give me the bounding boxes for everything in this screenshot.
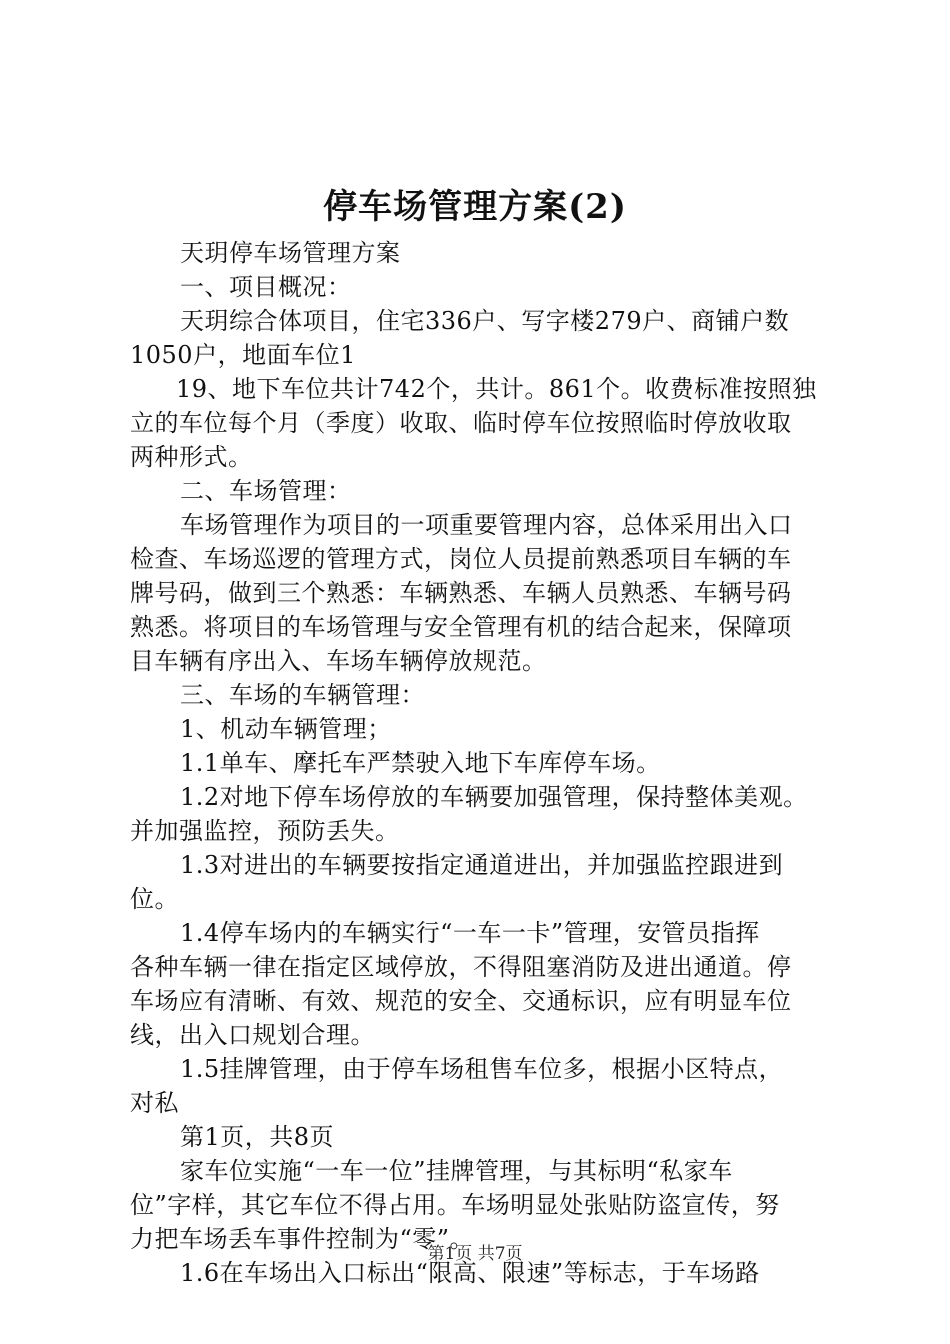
paragraph-line: 家车位实施“一车一位”挂牌管理，与其标明“私家车	[180, 1157, 733, 1185]
paragraph-line: 19、地下车位共计742个，共计。861个。收费标准按照独	[176, 375, 817, 403]
paragraph-line: 立的车位每个月（季度）收取、临时停车位按照临时停放收取	[130, 409, 792, 437]
document-title: 停车场管理方案(2)	[323, 187, 627, 227]
paragraph-line: 1.6在车场出入口标出“限高、限速”等标志，于车场路	[180, 1259, 760, 1287]
paragraph-line: 线，出入口规划合理。	[130, 1021, 375, 1049]
paragraph-line: 天玥综合体项目，住宅336户、写字楼279户、商铺户数	[180, 307, 790, 335]
inline-page-marker: 第1页，共8页	[180, 1123, 335, 1151]
paragraph-line: 1.3对进出的车辆要按指定通道进出，并加强监控跟进到	[180, 851, 784, 879]
paragraph-line: 目车辆有序出入、车场车辆停放规范。	[130, 647, 547, 675]
document-body	[130, 236, 842, 1290]
paragraph-line: 各种车辆一律在指定区域停放，不得阻塞消防及进出通道。停	[130, 953, 792, 981]
page-footer: 第1页 共7页	[427, 1244, 523, 1264]
paragraph-line: 检查、车场巡逻的管理方式，岗位人员提前熟悉项目车辆的车	[130, 545, 792, 573]
subsection-heading: 1、机动车辆管理；	[180, 715, 392, 743]
paragraph-line: 车场管理作为项目的一项重要管理内容，总体采用出入口	[180, 511, 793, 539]
paragraph-line: 牌号码，做到三个熟悉：车辆熟悉、车辆人员熟悉、车辆号码	[130, 579, 792, 607]
section-heading-2: 二、车场管理：	[180, 477, 352, 505]
paragraph-line: 1.5挂牌管理，由于停车场租售车位多，根据小区特点，	[180, 1055, 784, 1083]
paragraph-line: 两种形式。	[130, 443, 253, 471]
paragraph-line: 位”字样，其它车位不得占用。车场明显处张贴防盗宣传，努	[130, 1191, 780, 1219]
paragraph-line: 车场应有清晰、有效、规范的安全、交通标识，应有明显车位	[130, 987, 792, 1015]
section-heading-3: 三、车场的车辆管理：	[180, 681, 425, 709]
paragraph-line: 熟悉。将项目的车场管理与安全管理有机的结合起来，保障项	[130, 613, 792, 641]
paragraph-line: 1.4停车场内的车辆实行“一车一卡”管理，安管员指挥	[180, 919, 760, 947]
paragraph-line: 力把车场丢车事件控制为“零”。	[130, 1225, 475, 1253]
paragraph-line: 位。	[130, 885, 179, 913]
subtitle-line: 天玥停车场管理方案	[180, 239, 401, 267]
paragraph-line: 1050户，地面车位1	[130, 341, 356, 369]
paragraph-line: 对私	[130, 1089, 179, 1117]
paragraph-line: 1.1单车、摩托车严禁驶入地下车库停车场。	[180, 749, 661, 777]
paragraph-line: 1.2对地下停车场停放的车辆要加强管理，保持整体美观。	[180, 783, 808, 811]
paragraph-line: 并加强监控，预防丢失。	[130, 817, 400, 845]
section-heading-1: 一、项目概况：	[180, 273, 352, 301]
